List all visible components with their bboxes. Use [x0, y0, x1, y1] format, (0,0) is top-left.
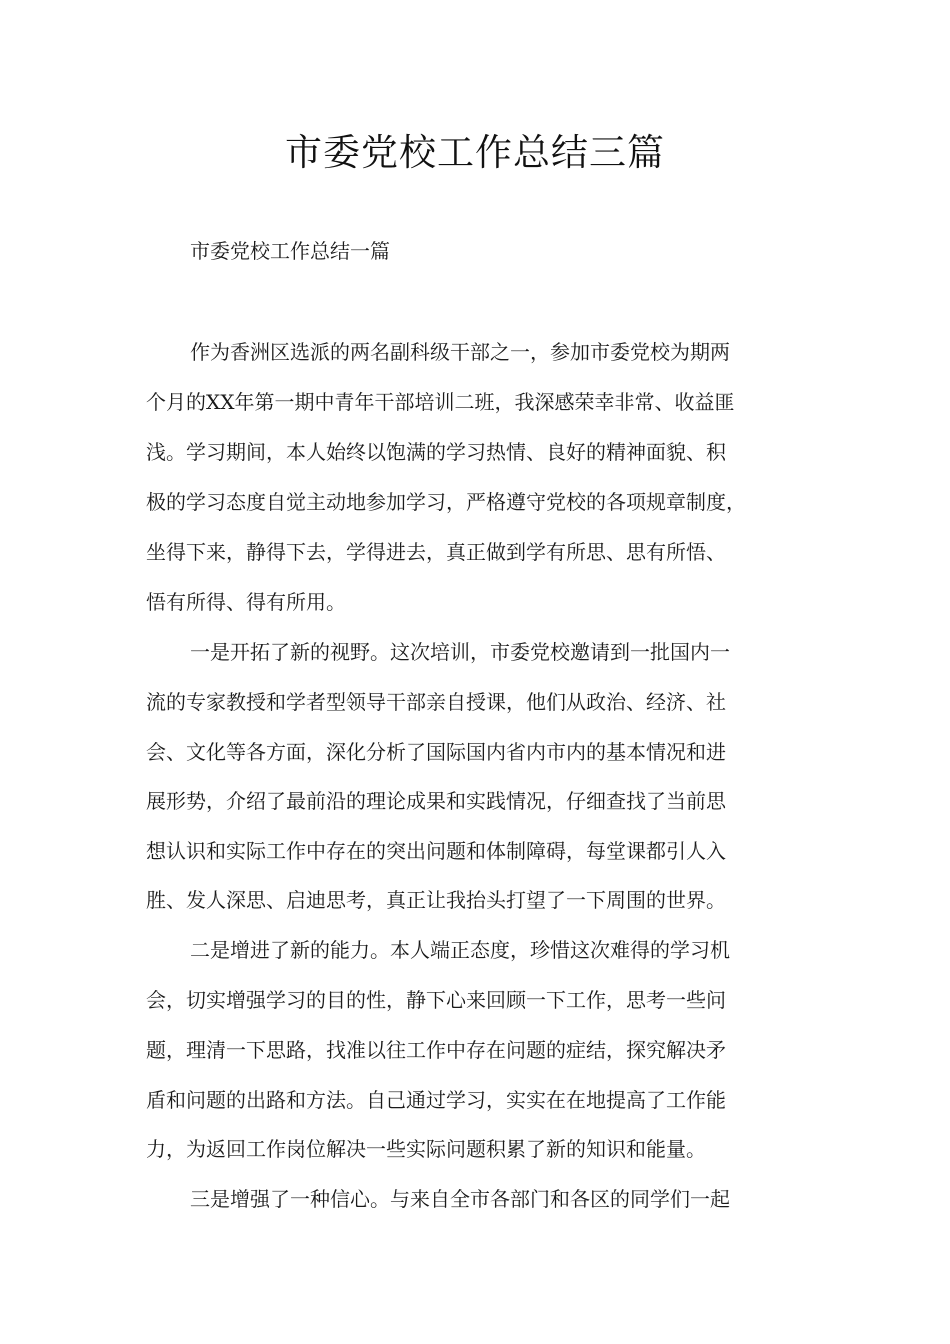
paragraph-line: 会、文化等各方面，深化分析了国际国内省内市内的基本情况和进	[146, 740, 726, 764]
paragraph-line: 展形势，介绍了最前沿的理论成果和实践情况，仔细查找了当前思	[146, 789, 726, 813]
paragraph-line: 盾和问题的出路和方法。自己通过学习，实实在在地提高了工作能	[146, 1088, 726, 1112]
paragraph-line: 三是增强了一种信心。与来自全市各部门和各区的同学们一起	[190, 1187, 730, 1211]
paragraph-line: 悟有所得、得有所用。	[146, 590, 346, 614]
paragraph-line: 会，切实增强学习的目的性，静下心来回顾一下工作，思考一些问	[146, 988, 726, 1012]
paragraph-line: 一是开拓了新的视野。这次培训，市委党校邀请到一批国内一	[190, 640, 730, 664]
paragraph-line: 坐得下来，静得下去，学得进去，真正做到学有所思、思有所悟、	[146, 540, 726, 564]
paragraph-line: 胜、发人深思、启迪思考，真正让我抬头打望了一下周围的世界。	[146, 888, 726, 912]
paragraph-line: 题，理清一下思路，找准以往工作中存在问题的症结，探究解决矛	[146, 1038, 726, 1062]
paragraph-line: 极的学习态度自觉主动地参加学习，严格遵守党校的各项规章制度，	[146, 490, 746, 514]
paragraph-line: 想认识和实际工作中存在的突出问题和体制障碍，每堂课都引人入	[146, 839, 726, 863]
paragraph-line: 浅。学习期间，本人始终以饱满的学习热情、良好的精神面貌、积	[146, 440, 726, 464]
paragraph-line: 作为香洲区选派的两名副科级干部之一，参加市委党校为期两	[190, 340, 730, 364]
paragraph-line: 个月的XX年第一期中青年干部培训二班，我深感荣幸非常、收益匪	[146, 390, 735, 414]
paragraph-line: 二是增进了新的能力。本人端正态度，珍惜这次难得的学习机	[190, 938, 730, 962]
paragraph-line: 流的专家教授和学者型领导干部亲自授课，他们从政治、经济、社	[146, 690, 726, 714]
paragraph-line: 力，为返回工作岗位解决一些实际问题积累了新的知识和能量。	[146, 1137, 706, 1161]
section-subtitle: 市委党校工作总结一篇	[190, 239, 390, 263]
document-title: 市委党校工作总结三篇	[285, 131, 665, 174]
